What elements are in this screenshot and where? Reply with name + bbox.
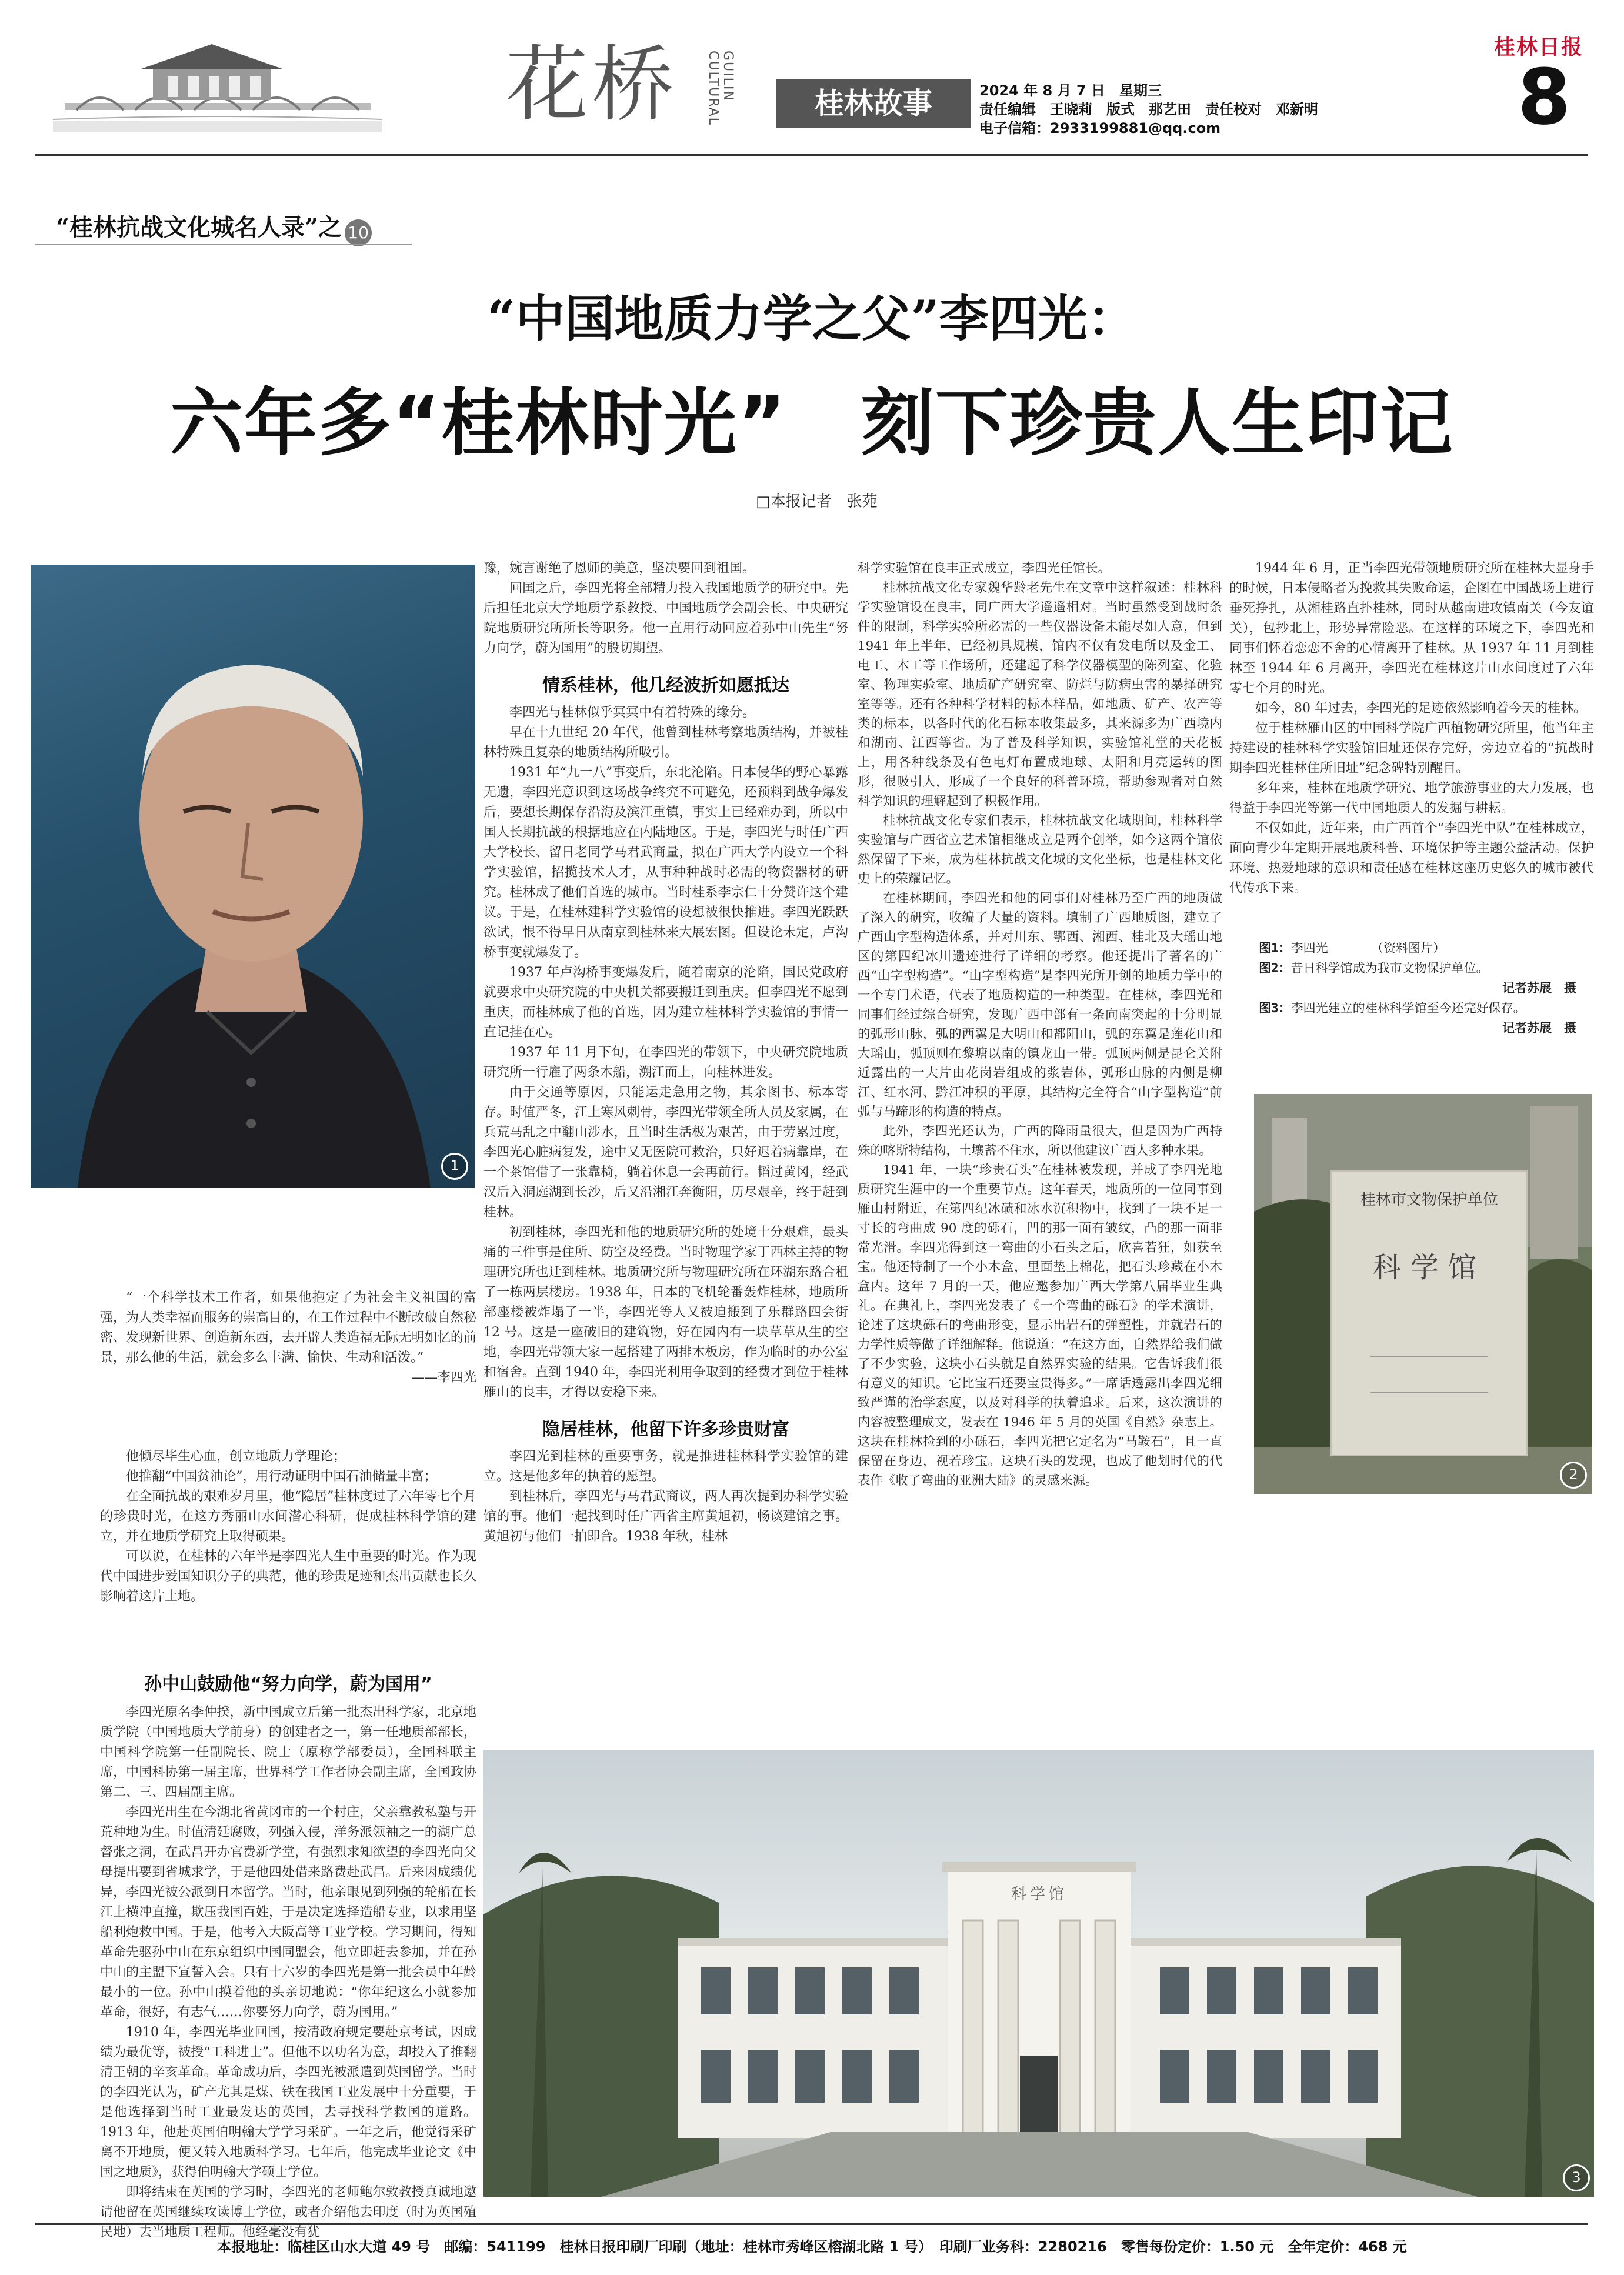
col2-subhead1: 情系桂林，他几经波折如愿抵达 [542,675,789,696]
col2-top-p2: 回国之后，李四光将全部精力投入我国地质学的研究中。先后担任北京大学地质学系教授、中国地质学会副会长、中央研究院地质研究所所长等职务。他一直用行动回应着孙中山先生“努力向学，蔚为国用”的殷切期望。 [483,581,848,656]
monument-fine-print [1370,1356,1488,1393]
series-number: 10 [345,219,372,246]
col1-p1: 李四光原名李仲揆，新中国成立后第一批杰出科学家，北京地质学院（中国地质大学前身）的创建者之一，第一任地质部部长，中国科学院第一任副院长、院士（原称学部委员），全国科联主席，中国科协第一届主席，世界科学工作者协会副主席，全国政协第二、三、四届副主席。 [100,1705,476,1800]
col2-body-bot [483,1447,848,1547]
captions [1259,938,1588,1038]
col2-mid-p7: 初到桂林，李四光和他的地质研究所的处境十分艰难，最头痛的三件事是住所、防空及经费。当时物理学家丁西林主持的物理研究所也迁到桂林。地质研究所与物理研究所在环湖东路合租了一栋两层楼房。1938 年，日本的飞机轮番轰炸桂林，地质所部座楼被炸塌了一半，李四光等人又被迫搬到了乐群路四会街 12 号。这是一座破旧的建筑物，好在园内有一块草草从生的空地，李四光带领大家一起搭建了两排木板房，作为临时的办公室和宿舍。直到 1940 年，李四光利用争取到的经费才到位于桂林雁山的良丰，才得以安稳下来。 [483,1225,848,1400]
col4-p3: 位于桂林雁山区的中国科学院广西植物研究所里，他当年主持建设的桂林科学实验馆旧址还保存完好，旁边立着的“抗战时期李四光桂林住所旧址”纪念碑特别醒目。 [1229,721,1594,776]
monument-name: 科学馆 [1372,1251,1486,1284]
footer-rule [35,2223,1588,2225]
photo-number-2: 2 [1560,1462,1587,1489]
intro-p3: 在全面抗战的艰难岁月里，他“隐居”桂林度过了六年零七个月的珍贵时光，在这方秀丽山水间潜心科研，促成桂林科学馆的建立，并在地质学研究上取得硕果。 [100,1489,476,1544]
col2-top-p1: 豫，婉言谢绝了恩师的美意，坚决要回到祖国。 [483,561,756,576]
col2-mid-p3: 1931 年“九一八”事变后，东北沦陷。日本侵华的野心暴露无遗，李四光意识到这场战争终究不可避免，还预料到战争爆发后，要想长期保存沿海及滨江重镇，事实上已经难办到，所以中国人长期抗战的根据地应在内陆地区。于是，李四光与时任广西大学校长、留日老同学马君武商量，拟在广西大学内设立一个科学实验馆，招揽技术人才，从事种种战时必需的物资器材的研究。桂林成了他们首选的城市。当时桂系李宗仁十分赞许这个建议。于是，在桂林建科学实验馆的设想被很快推进。李四光跃跃欲试，恨不得早日从南京到桂林来大展宏图。但设论未定，卢沟桥事变就爆发了。 [483,765,848,960]
col4-p4: 多年来，桂林在地质学研究、地学旅游事业的大力发展，也得益于李四光等第一代中国地质人的发掘与耕耘。 [1229,781,1594,816]
monument-photo [1254,1094,1592,1494]
col1-intro-rest [100,1447,476,1607]
col4-body [1229,559,1594,899]
building-illustration [483,1750,1594,2197]
col3-body [858,559,1222,1490]
intro-p2: 他推翻“中国贫油论”，用行动证明中国石油储量丰富； [126,1469,437,1484]
intro-p1: 他倾尽毕生心血，创立地质力学理论； [126,1449,346,1464]
caption-1 [1259,938,1588,958]
col2-mid-p1: 李四光与桂林似乎冥冥中有着特殊的缘分。 [509,705,756,720]
page-number: 8 [1518,52,1571,142]
intro-quote-author: ——李四光 [411,1370,476,1385]
caption-2-text: 昔日科学馆成为我市文物保护单位。 [1290,961,1489,975]
col1-body [100,1703,476,2243]
byline: □本报记者 张苑 [756,493,878,511]
caption-2-label: 图2： [1259,961,1291,975]
caption-3-credit: 记者苏展 摄 [1502,1021,1576,1035]
monument-title: 桂林市文物保护单位 [1360,1191,1498,1209]
intro-p4: 可以说，在桂林的六年半是李四光人生中重要的时光。作为现代中国进步爱国知识分子的典范，他的珍贵足迹和杰出贡献也长久影响着这片土地。 [100,1549,476,1604]
caption-3-label: 图3： [1259,1001,1291,1015]
building-sign: 科学馆 [1011,1886,1068,1903]
portrait-photo [31,565,475,1188]
series-label [56,209,372,246]
col4-p2: 如今，80 年过去，李四光的足迹依然影响着今天的桂林。 [1255,701,1586,716]
date-line: 2024 年 8 月 7 日 星期三 [979,82,1162,99]
caption-2-credit: 记者苏展 摄 [1502,981,1576,995]
col4-p5: 不仅如此，近年来，由广西首个“李四光中队”在桂林成立，面向青少年定期开展地质科普、环境保护等主题公益活动。保护环境、热爱地球的意识和责任感在桂林这座历史悠久的城市被代代传承下来。 [1229,821,1594,896]
masthead [0,0,1624,159]
section-title: 花桥 [506,37,678,133]
section-subtitle-en: GUILIN CULTURAL [706,51,735,126]
paper-name: 桂林日报 [1494,35,1584,59]
col1-subhead: 孙中山鼓励他“努力向学，蔚为国用” [144,1674,432,1694]
col3-p5: 此外，李四光还认为，广西的降雨量很大，但是因为广西特殊的喀斯特结构，土壤蓄不住水，所以他建议广西人多种水果。 [858,1124,1222,1158]
col4-p1: 1944 年 6 月，正当李四光带领地质研究所在桂林大显身手的时候，日本侵略者为挽救其失败命运，企图在中国战场上进行垂死挣扎，从湘桂路直扑桂林，同时从越南进攻镇南关（今友谊关），包抄北上，形势异常险恶。在这样的环境之下，李四光和同事们怀着恋恋不舍的心情离开了桂林。从 1937 年 11 月到桂林至 1944 年 6 月离开，李四光在桂林这片山水间度过了六年零七个月的时光。 [1229,561,1594,696]
col2-subhead2: 隐居桂林，他留下许多珍贵财富 [542,1419,789,1440]
bridge-sketch-graphic [53,32,382,132]
monument-stone [1330,1170,1528,1456]
col3-p1: 科学实验馆在良丰正式成立，李四光任馆长。 [858,561,1111,576]
col3-p2: 桂林抗战文化专家魏华龄老先生在文章中这样叙述：桂林科学实验馆设在良丰，同广西大学遥遥相对。当时虽然受到战时条件的限制，科学实验所必需的一些仪器设备未能尽如人意，但到 1941 年上半年，已经初具规模，馆内不仅有发电所以及金工、电工、木工等工作场所，还建起了科学仪器模型的陈列室、化验室、物理实验室、地质矿产研究室、防烂与防病虫害的暴择研究室等等。还有各种科学材料的标本样品，如地质、矿产、农产等类的标本，以各时代的化石标本收集最多，其来源多为广西境内和湖南、江西等省。为了普及科学知识，实验馆礼堂的天花板上，用各种线条及有色电灯布置成地球、太阳和月亮运转的图形，很吸引人，形成了一个良好的科普环境，帮助参观者对自然科学知识的理解起到了积极作用。 [858,581,1222,809]
col3-p6: 1941 年，一块“珍贵石头”在桂林被发现，并成了李四光地质研究生涯中的一个重要节点。这年春天，地质所的一位同事到雁山村附近，在第四纪冰碛和冰水沉积物中，找到了一块不足一寸长的弯曲成 90 度的砾石，凹的那一面有皱纹，凸的那一面非常光滑。李四光得到这一弯曲的小石头之后，欣喜若狂，如获至宝。他还特制了一个小木盒，里面垫上棉花，把石头珍藏在小木盒内。这年 7 月的一天，他应邀参加广西大学第八届毕业生典礼。在典礼上，李四光发表了《一个弯曲的砾石》的学术演讲，论述了这块砾石的弯曲形变，显示出岩石的弹塑性，并就岩石的力学性质等做了详细解释。他说道：“在这方面，自然界给我们做了不少实验，这块小石头就是自然界实验的结果。它告诉我们很有意义的知识。它比宝石还要宝贵得多。”一席话透露出李四光细致严谨的治学态度，以及对科学的执着追求。后来，这次演讲的内容被整理成文，发表在 1946 年 5 月的英国《自然》杂志上。这块在桂林捡到的小砾石，李四光把它定名为“马鞍石”，且一直保留在身边，视若珍宝。这块石头的发现，也成了他划时代的代表作《收了弯曲的亚洲大陆》的灵感来源。 [858,1163,1222,1488]
caption-3-text: 李四光建立的桂林科学馆至今还完好保存。 [1290,1001,1526,1015]
col2-mid-p6: 由于交通等原因，只能运走急用之物，其余图书、标本寄存。时值严冬，江上寒风刺骨，李四光带领全所人员及家属，在兵荒马乱之中翻山涉水，且当时生活极为艰苦，由于劳累过度，李四光心脏病复发，途中又无医院可救治，只好迟着病靠岸，在一个茶馆借了一张靠椅，躺着休息一会再前行。韬过黄冈，经武汉后入洞庭湖到长沙，后又沿湘江奔衡阳，历尽艰辛，终于赶到桂林。 [483,1085,848,1220]
intro-quote: “一个科学技术工作者，如果他抱定了为社会主义祖国的富强，为人类幸福而服务的崇高目的，在工作过程中不断改破自然秘密、发现新世界、创造新东西，去开辟人类造福无际无明如忆的前景，那么他的生活，就会多么丰满、愉快、生动和活泼。” [100,1290,476,1365]
building-photo [483,1750,1594,2197]
column-tag: 桂林故事 [776,79,971,128]
series-label-text: “桂林抗战文化城名人录”之 [56,214,342,241]
col2-body-mid [483,703,848,1403]
col2-mid-p2: 早在十九世纪 20 年代，他曾到桂林考察地质结构，并被桂林特殊且复杂的地质结构所吸引。 [483,725,848,760]
col1-p3: 1910 年，李四光毕业回国，按清政府规定要赴京考试，因成绩为最优等，被授“工科进士”。但他不以功名为意，却投入了推翻清王朝的辛亥革命。革命成功后，李四光被派遣到英国留学。当时的李四光认为，矿产尤其是煤、铁在我国工业发展中十分重要，于是他选择到当时工业最发达的英国，去寻找科学救国的道路。1913 年，他赴英国伯明翰大学学习采矿。一年之后，他觉得采矿离不开地质，便又转入地质科学习。七年后，他完成毕业论文《中国之地质》，获得伯明翰大学硕士学位。 [100,2025,476,2180]
col2-bot-p2: 到桂林后，李四光与马君武商议，两人再次提到办科学实验馆的事。他们一起找到时任广西省主席黄旭初，畅谈建馆之事。黄旭初与他们一拍即合。1938 年秋，桂林 [483,1489,848,1544]
caption-3 [1259,998,1588,1018]
footer-text: 本报地址：临桂区山水大道 49 号 邮编：541199 桂林日报印刷厂印刷（地址：桂林市秀峰区榕湖北路 1 号） 印刷厂业务科：2280216 零售每份定价：1.50 元 全年定价：468 元 [217,2239,1407,2255]
headline-kicker: “中国地质力学之父”李四光： [487,289,1137,348]
col3-p4: 在桂林期间，李四光和他的同事们对桂林乃至广西的地质做了深入的研究，收编了大量的资料。填制了广西地质图，建立了广西山字型构造体系，并对川东、鄂西、湘西、桂北及大瑶山地区的第四纪冰川遗迹进行了详细的考察。他还提出了著名的广西“山字型构造”。“山字型构造”是李四光所开创的地质力学中的一个专门术语，代表了地质构造的一种类型。在桂林，李四光和同事们经过综合研究，发现广西中部有一条向南突起的十分明显的弧形山脉，弧的西翼是大明山和都阳山，弧的东翼是莲花山和大瑶山，弧顶则在黎塘以南的镇龙山一带。弧顶两侧是昆仑关附近露出的一大片由花岗岩组成的浆岩体，弧形山脉的内侧是柳江、红水河、黔江冲积的平原，其结构完全符合“山字型构造”前弧与马蹄形的构造的特点。 [858,891,1222,1119]
photo-number-3: 3 [1563,2164,1590,2191]
col1-p4: 即将结束在英国的学习时，李四光的老师鲍尔敦教授真诚地邀请他留在英国继续攻读博士学位，或者介绍他去印度（时为英国殖民地）去当地质工程师。他经毫没有犹 [100,2185,476,2240]
caption-2 [1259,958,1588,978]
col2-mid-p5: 1937 年 11 月下旬，在李四光的带领下，中央研究院地质研究所一行雇了两条木船，溯江而上，向桂林进发。 [483,1045,848,1080]
col1-p2: 李四光出生在今湖北省黄冈市的一个村庄，父亲靠教私塾与开荒种地为生。时值清廷腐败，列强入侵，洋务派领袖之一的湖广总督张之洞，在武昌开办官费新学堂，有强烈求知欲望的李四光向父母提出要到省城求学，于是他四处借来路费赴武昌。后来因成绩优异，李四光被公派到日本留学。当时，他亲眼见到列强的轮船在长江上横冲直撞，欺压我国百姓，于是决定选择造船专业，以求用坚船利炮救中国。于是，他考入大阪高等工业学校。学习期间，得知革命先驱孙中山在东京组织中国同盟会，他立即赶去参加，并在孙中山的主盟下宣誓入会。只有十六岁的李四光是第一批会员中年龄最小的一位。孙中山摸着他的头亲切地说：“你年纪这么小就参加革命，很好，有志气……你要努力向学，蔚为国用。” [100,1805,476,2020]
photo-number-1: 1 [441,1153,468,1180]
col2-mid-p4: 1937 年卢沟桥事变爆发后，随着南京的沦陷，国民党政府就要求中央研究院的中央机关都要搬迁到重庆。但李四光不愿到重庆，而桂林成了他的首选，因为建立桂林科学实验馆的事情一直记挂在心。 [483,965,848,1040]
col1-intro [100,1288,476,1388]
portrait-illustration [31,565,475,1188]
col2-bot-p1: 李四光到桂林的重要事务，就是推进桂林科学实验馆的建立。这是他多年的执着的愿望。 [483,1449,848,1484]
col3-p3: 桂林抗战文化专家们表示，桂林抗战文化城期间，桂林科学实验馆与广西省立艺术馆相继成立是两个创举，如今这两个馆依然保留了下来，成为桂林抗战文化城的文化坐标，也是桂林文化史上的荣耀记忆。 [858,813,1222,886]
series-rule [35,244,412,245]
headline-main: 六年多“桂林时光” 刻下珍贵人生印记 [170,381,1454,466]
email-line: 电子信箱：2933199881@qq.com [979,120,1221,136]
caption-1-label: 图1： [1259,941,1291,955]
col2-body-top [483,559,848,659]
masthead-rule [35,154,1588,156]
caption-1-text: 李四光 （资料图片） [1290,941,1446,955]
editors-line: 责任编辑 王晓莉 版式 那艺田 责任校对 邓新明 [979,101,1318,118]
